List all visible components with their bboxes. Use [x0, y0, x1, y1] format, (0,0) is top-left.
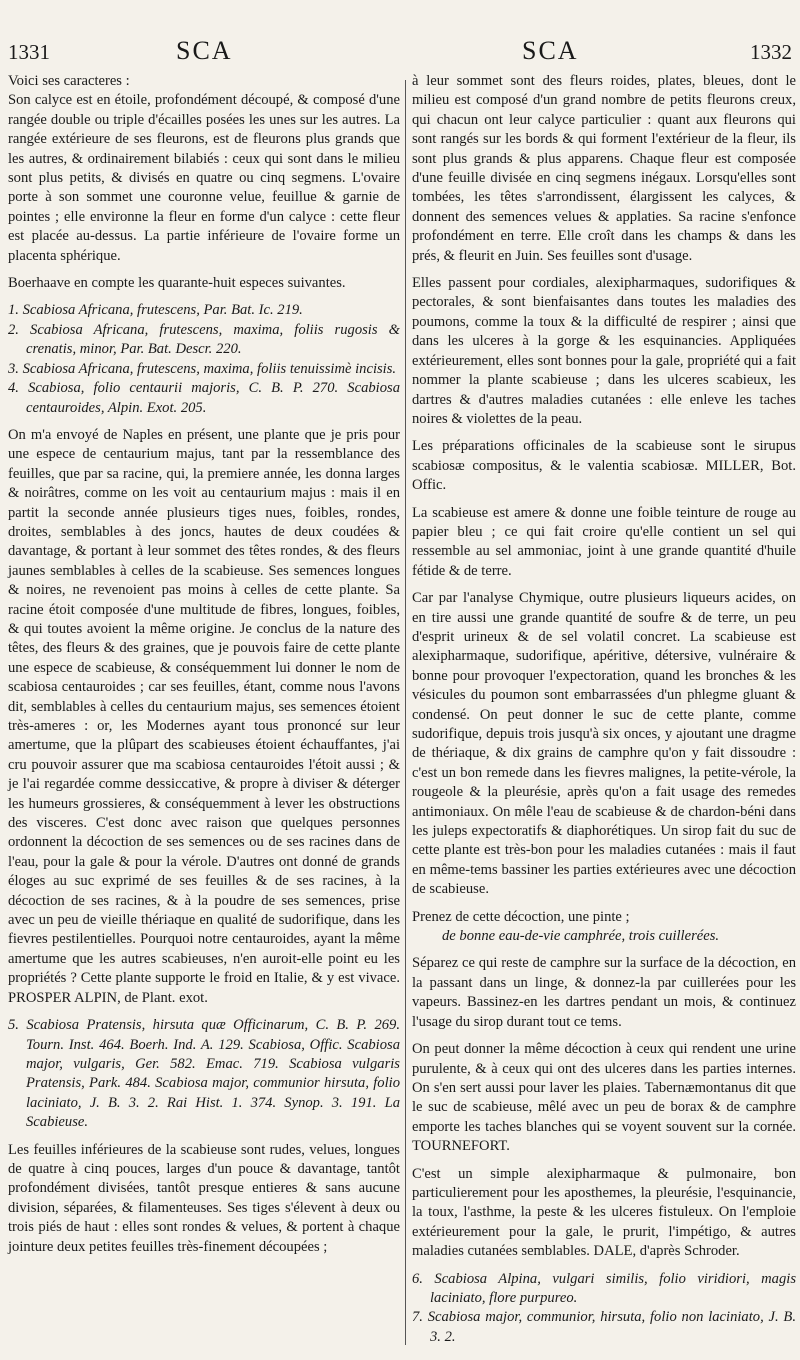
- paragraph-separate: Séparez ce qui reste de camphre sur la surface de la décoction, en la passant dans un linge, & donnez-la par cuillerées pour les vapeurs. Bassinez-en les dartres pendant un mois, & continuez l'usage du sirop durant tout ce tems.: [412, 955, 796, 1030]
- species-entry-5: 5. Scabiosa Pratensis, hirsuta quæ Officinarum, C. B. P. 269. Tourn. Inst. 464. Boerh. Ind. A. 129. Scabiosa, Offic. Scabiosa major, vulgaris, Ger. 582. Emac. 719. Scabiosa vulgaris Pratensis, Park. 484. Scabiosa major, communior hirsuta, folio laciniato, J. B. 3. 2. Rai Hist. 1. 374. Synop. 3. 191. La Scabieuse.: [8, 1017, 400, 1131]
- species-entry-6: 6. Scabiosa Alpina, vulgari similis, folio viridiori, magis laciniato, flore purpureo.: [412, 1270, 796, 1306]
- page-number-left: 1331: [8, 40, 50, 64]
- column-divider: [405, 80, 406, 1345]
- species-entry-1: 1. Scabiosa Africana, frutescens, Par. Bat. Ic. 219.: [8, 302, 303, 319]
- running-headword-left: SCA: [176, 36, 233, 65]
- paragraph-characters: Son calyce est en étoile, profondément découpé, & composé d'une rangée double ou triple d'écailles posées les unes sur les autres. La rangée extérieure de ses fleurons, est de fleurons plus grands que les autres, & ordinairement bilabiés : ceux qui sont dans le milieu sont plus petits, & divisés en quatre ou cinq segmens. L'ovaire porte à son sommet une couronne velue, feuillue & garnie de pointes ; elle environne la fleur en forme d'un calyce : cette fleur est placée au-dessus. La partie inférieure de l'ovaire forme un placenta sphérique.: [8, 92, 400, 264]
- paragraph-uses: Elles passent pour cordiales, alexipharmaques, sudorifiques & pectorales, & sont bienfaisantes dans toutes les maladies des poumons, comme la toux & la difficulté de respirer ; ainsi que dans les ulceres à la gorge & les esquinancies. Appliquées extérieurement, elles sont bonnes pour la gale, propriété qui a fait nommer la plante scabieuse ; dans les ulceres scabieux, les dartres & d'autres maladies cutanées : elle enleve les taches noires & violettes de la peau.: [412, 275, 796, 427]
- paragraph-tournefort: On peut donner la même décoction à ceux qui rendent une urine purulente, & à ceux qui ont des ulceres dans les parties internes. On s'en sert aussi pour laver les plaies. Tabernæmontanus dit que le suc de scabieuse, mêlé avec un peu de borax & de camphre emporte les taches blanches qui se voyent souvent sur la cornée. TOURNEFORT.: [412, 1041, 796, 1155]
- paragraph-dale: C'est un simple alexipharmaque & pulmonaire, bon particulierement pour les aposthemes, la pleurésie, l'esquinancie, la toux, l'asthme, la peste & les ulceres fistuleux. On l'emploie extérieurement pour la gale, le prurit, l'impétigo, & autres maladies cutanées semblables. DALE, d'après Schroder.: [412, 1165, 796, 1260]
- paragraph-bitter: La scabieuse est amere & donne une foible teinture de rouge au papier bleu ; ce qui fait croire qu'elle contient un sel qui ressemble au sel ammoniac, joint à une grande quantité d'huile fétide & de terre.: [412, 504, 796, 579]
- recipe-line-2: de bonne eau-de-vie camphrée, trois cuillerées.: [442, 928, 720, 945]
- species-entry-3: 3. Scabiosa Africana, frutescens, maxima, foliis tenuissimè incisis.: [8, 360, 397, 377]
- recipe-line-1: Prenez de cette décoction, une pinte ;: [412, 908, 630, 925]
- species-entry-2: 2. Scabiosa Africana, frutescens, maxima, foliis rugosis & crenatis, minor, Par. Bat. Descr. 220.: [8, 321, 400, 358]
- paragraph-alpin: On m'a envoyé de Naples en présent, une plante que je pris pour une espece de centaurium majus, tant par la ressemblance des feuilles, que par sa racine, qui, la premiere année, les donna larges & noirâtres, comme on les voit au centaurium majus : mais il en partit la seconde année plusieurs tiges nues, foibles, rondes, droites, semblables à des joncs, hautes de deux coudées & davantage, & portant à leur sommet des têtes rondes, & des fleurs jaunes semblables à celles de la scabieuse. Ses semences longues & noires, ne revenoient pas moins à celles de cette plante. Sa racine étoit composée d'une multitude de fibres, longues, foibles, & qui toutes avoient la même origine. Je conclus de la nature des têtes, des fleurs & des graines, que je pouvois faire de cette plante une espece de scabieuse, & conséquemment lui donner le nom de scabiosa centauroides ; car ses feuilles, étant, comme nous l'avons dit, semblables à celles du centaurium majus, ses semences étoient très-ameres : or, les Modernes ayant tous prononcé sur leur amertume, que la plûpart des scabieuses étoient échauffantes, j'ai cru pouvoir assurer que ma scabiosa centauroides l'étoit aussi ; & je l'ai regardée comme dessiccative, & propre à diviser & déterger les humeurs grossieres, & conséquemment à lever les obstructions des visceres. C'est donc avec raison que quelques personnes ordonnent la décoction de ses semences ou de ses racines dans de l'eau, pour la gale & pour la vérole. D'autres ont donné de grands éloges au suc exprimé de ses feuilles & de ses racines, à la décoction de ses racines, & à la poudre de ses semences, prise avec un peu de vieille thériaque en qualité de sudorifique, dans les fievres pestilentielles. Pourquoi notre centauroides, ayant la même amertume que les autres scabieuses, n'en auroit-elle point eu les propriétés ? Cette plante supporte le froid en Italie, & y est vivace. PROSPER ALPIN, de Plant. exot.: [8, 426, 400, 1006]
- species-entry-4: 4. Scabiosa, folio centaurii majoris, C. B. P. 270. Scabiosa centauroides, Alpin. Exot. 205.: [8, 380, 400, 416]
- paragraph-preparations: Les préparations officinales de la scabieuse sont le sirupus scabiosæ compositus, & le valentia scabiosæ. MILLER, Bot. Offic.: [412, 438, 796, 494]
- running-headword-right: SCA: [522, 36, 579, 65]
- page-number-right: 1332: [750, 40, 792, 64]
- species-entry-7: 7. Scabiosa major, communior, hirsuta, folio non laciniato, J. B. 3. 2.: [412, 1309, 796, 1345]
- left-column: [8, 72, 400, 1265]
- paragraph-flowers: à leur sommet sont des fleurs roides, plates, bleues, dont le milieu est composé d'un grand nombre de petits fleurons creux, qui chacun ont leur calyce particulier : quant aux fleurons qui sont rangés sur les bords & qui forment l'extérieur de la fleur, ils sont plus grands & plus apparens. Chaque fleur est composée d'une feuille divisée en cinq segmens inégaux. Lorsqu'elles sont tombées, les têtes s'arrondissent, élargissent les calyces, & donnent des semences velues & applaties. Sa racine s'enfonce profondément en terre. Elle croît dans les champs & dans les prés, & fleurit en Juin. Ses feuilles sont d'usage.: [412, 73, 796, 264]
- paragraph-characters-intro: Voici ses caracteres :: [8, 73, 130, 89]
- paragraph-boerhaave: Boerhaave en compte les quarante-huit especes suivantes.: [8, 275, 346, 292]
- paragraph-leaves: Les feuilles inférieures de la scabieuse sont rudes, velues, longues de quatre à cinq pouces, larges d'un pouce & davantage, tantôt profondément divisées, tantôt presque entieres & sans aucune division, séparées, & filamenteuses. Ses tiges s'élevent à deux ou trois piés de haut : elles sont rondes & velues, & portent à chaque jointure deux petites feuilles très-finement découpées ;: [8, 1141, 400, 1255]
- paragraph-analysis: Car par l'analyse Chymique, outre plusieurs liqueurs acides, on en tire aussi une grande quantité de soufre & de terre, un peu d'esprit urineux & de sel volatil concret. La scabieuse est alexipharmaque, sudorifique, apéritive, détersive, vulnéraire & bonne pour provoquer l'expectoration, quand les bronches & les vésicules du poumon sont embarrassées d'un phlegme gluant & condensé. On peut donner le suc de cette plante, comme sudorifique, depuis trois jusqu'à six onces, y ajoutant une dragme de thériaque, & dix grains de camphre qu'on y fait dissoudre : c'est un bon remede dans les fievres malignes, la petite-vérole, la rougeole & la pleurésie, après qu'on a fait usage des remedes antimoniaux. On mêle l'eau de scabieuse & de chardon-béni dans les juleps expectoratifs & diaphorétiques. Un sirop fait du suc de cette plante est très-bon pour les maladies cutanées : mais il faut en même-tems bassiner les parties extérieures avec une décoction de scabieuse.: [412, 590, 796, 898]
- right-column: [412, 72, 796, 1355]
